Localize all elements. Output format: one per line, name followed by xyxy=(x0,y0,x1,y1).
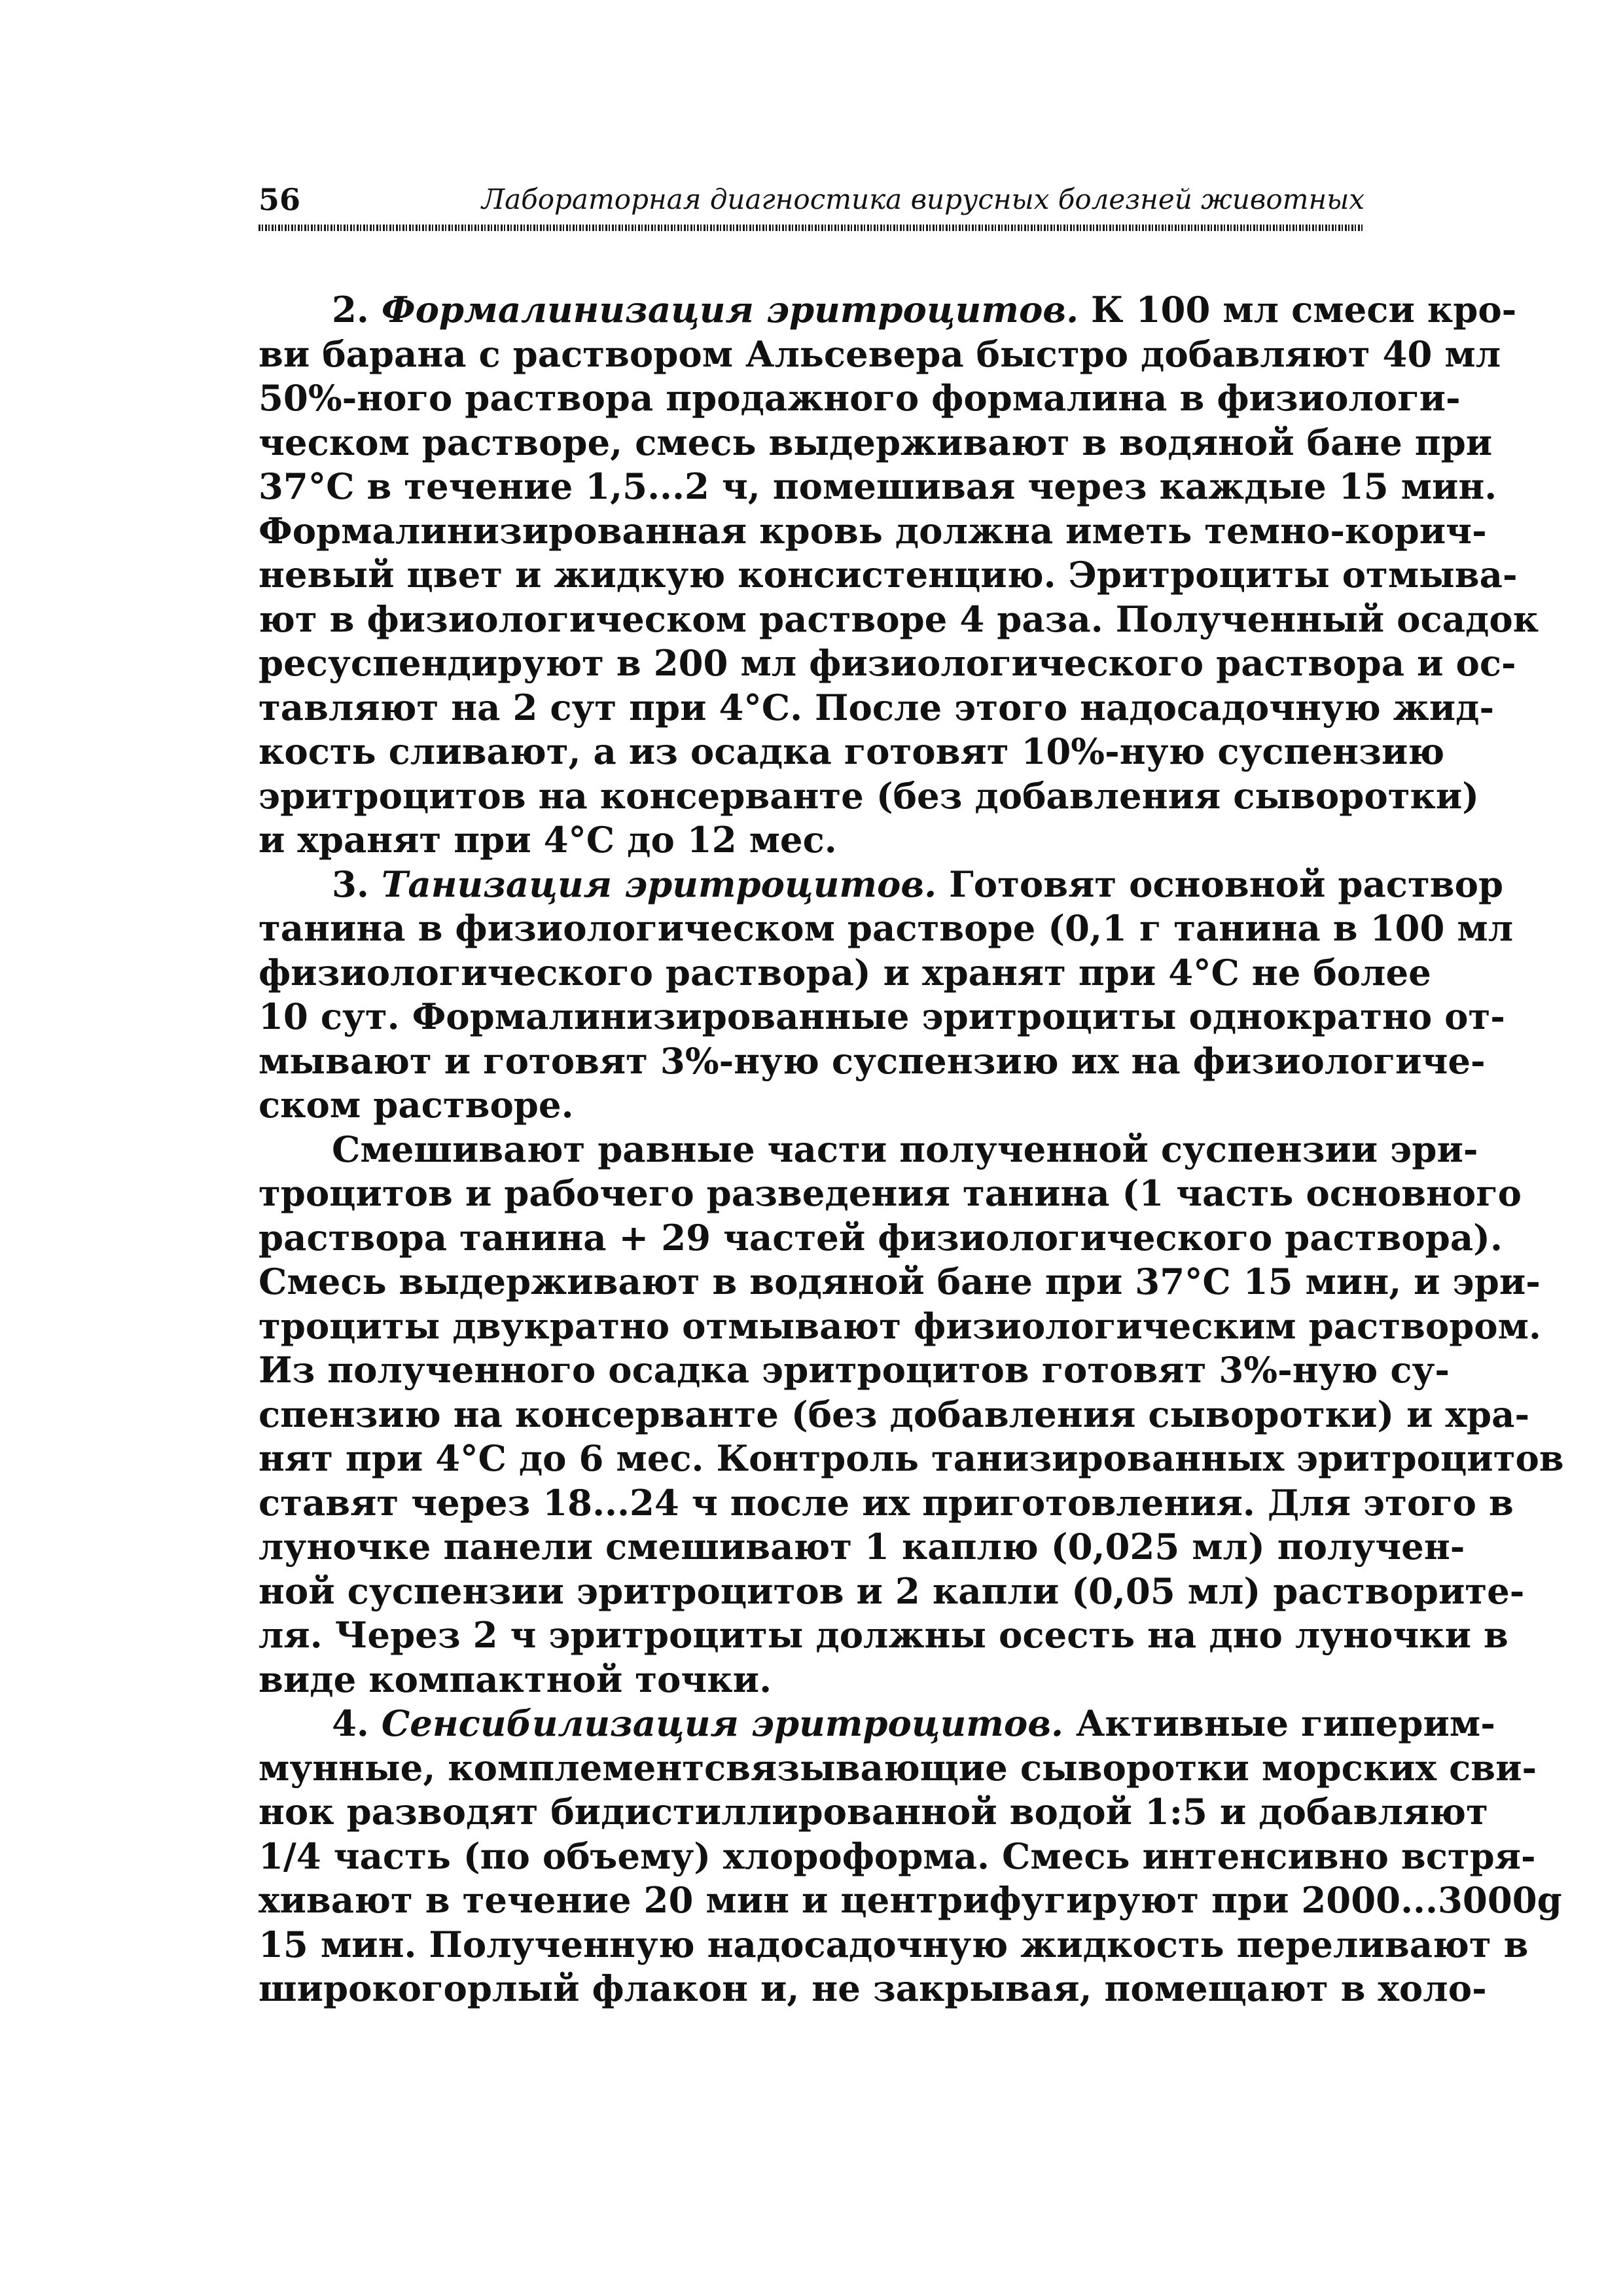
section-heading: Танизация эритроцитов. xyxy=(381,863,937,905)
section-heading: Сенсибилизация эритроцитов. xyxy=(381,1702,1064,1744)
text-line: нят при 4°С до 6 мес. Контроль танизированных эритроцитов xyxy=(259,1437,1564,1479)
text-line: ческом растворе, смесь выдерживают в водяной бане при xyxy=(259,421,1493,463)
running-title: Лабораторная диагностика вирусных болезней животных xyxy=(482,183,1364,215)
section-number: 3. xyxy=(332,863,382,905)
text-line: ют в физиологическом растворе 4 раза. Полученный осадок xyxy=(259,598,1539,640)
section-heading: Формалинизация эритроцитов. xyxy=(381,289,1079,331)
text-line: луночке панели смешивают 1 каплю (0,025 мл) получен- xyxy=(259,1526,1465,1568)
text-line: троцитов и рабочего разведения танина (1 часть основного xyxy=(259,1172,1522,1214)
text-line: 10 сут. Формалинизированные эритроциты однократно от- xyxy=(259,996,1505,1037)
paragraph xyxy=(259,1702,1562,2011)
text-line xyxy=(259,863,1504,907)
paragraph xyxy=(259,288,1539,863)
text-line: ви барана с раствором Альсевера быстро добавляют 40 мл xyxy=(259,332,1501,375)
text-line: широкогорлый флакон и, не закрывая, помещают в холо- xyxy=(259,1967,1487,2009)
text-line: мывают и готовят 3%-ную суспензию их на физиологиче- xyxy=(259,1039,1486,1082)
text-line: ском растворе. xyxy=(259,1084,574,1126)
text-line: 1/4 часть (по объему) хлороформа. Смесь интенсивно встря- xyxy=(259,1835,1536,1877)
section-number: 2. xyxy=(332,289,382,331)
header-rule xyxy=(259,224,1364,231)
text-line: виде компактной точки. xyxy=(259,1658,772,1700)
text-line: невый цвет и жидкую консистенцию. Эритроциты отмыва- xyxy=(259,554,1518,596)
text-line: спензию на консерванте (без добавления сыворотки) и хра- xyxy=(259,1393,1530,1435)
text-line: ставят через 18...24 ч после их приготовления. Для этого в xyxy=(259,1481,1514,1524)
text-line xyxy=(259,1702,1495,1746)
paragraph xyxy=(259,863,1514,1128)
paragraph xyxy=(259,1128,1564,1702)
text-line: Формалинизированная кровь должна иметь темно-корич- xyxy=(259,509,1487,552)
text-line: хивают в течение 20 мин и центрифугируют при 2000...3000g xyxy=(259,1879,1562,1921)
text-line: танина в физиологическом растворе (0,1 г танина в 100 мл xyxy=(259,907,1514,949)
body-text xyxy=(259,288,1564,2011)
line-text: Активные гиперим- xyxy=(1063,1702,1495,1744)
text-line: Из полученного осадка эритроцитов готовят 3%-ную су- xyxy=(259,1349,1450,1391)
text-line: эритроцитов на консерванте (без добавления сыворотки) xyxy=(259,774,1480,817)
text-line: ной суспензии эритроцитов и 2 капли (0,05 мл) растворите- xyxy=(259,1570,1525,1612)
text-line: тавляют на 2 сут при 4°С. После этого надосадочную жид- xyxy=(259,686,1495,728)
text-line: кость сливают, а из осадка готовят 10%-ную суспензию xyxy=(259,730,1445,772)
text-line: и хранят при 4°С до 12 мес. xyxy=(259,819,837,861)
text-line: раствора танина + 29 частей физиологического раствора). xyxy=(259,1216,1503,1259)
text-line: ресуспендируют в 200 мл физиологического раствора и ос- xyxy=(259,642,1516,684)
text-line: мунные, комплементсвязывающие сыворотки морских сви- xyxy=(259,1746,1537,1789)
text-line xyxy=(259,288,1517,332)
text-line: 15 мин. Полученную надосадочную жидкость переливают в xyxy=(259,1923,1529,1965)
page-header xyxy=(259,180,1364,219)
text-line: физиологического раствора) и хранят при 4°С не более xyxy=(259,951,1431,994)
section-number: 4. xyxy=(332,1702,382,1744)
page-number: 56 xyxy=(259,182,301,217)
line-text: К 100 мл смеси кро- xyxy=(1079,289,1517,331)
text-line: нок разводят бидистиллированной водой 1:5 и добавляют xyxy=(259,1791,1488,1833)
text-line: ля. Через 2 ч эритроциты должны осесть на дно луночки в xyxy=(259,1614,1508,1656)
text-line: 50%-ного раствора продажного формалина в физиологи- xyxy=(259,377,1461,419)
text-line: Смешивают равные части полученной суспензии эри- xyxy=(332,1128,1478,1170)
text-line: Смесь выдерживают в водяной бане при 37°С 15 мин, и эри- xyxy=(259,1261,1541,1302)
text-line: троциты двукратно отмывают физиологическим раствором. xyxy=(259,1304,1541,1347)
text-line: 37°С в течение 1,5...2 ч, помешивая через каждые 15 мин. xyxy=(259,465,1497,507)
line-text: Готовят основной раствор xyxy=(936,863,1504,905)
